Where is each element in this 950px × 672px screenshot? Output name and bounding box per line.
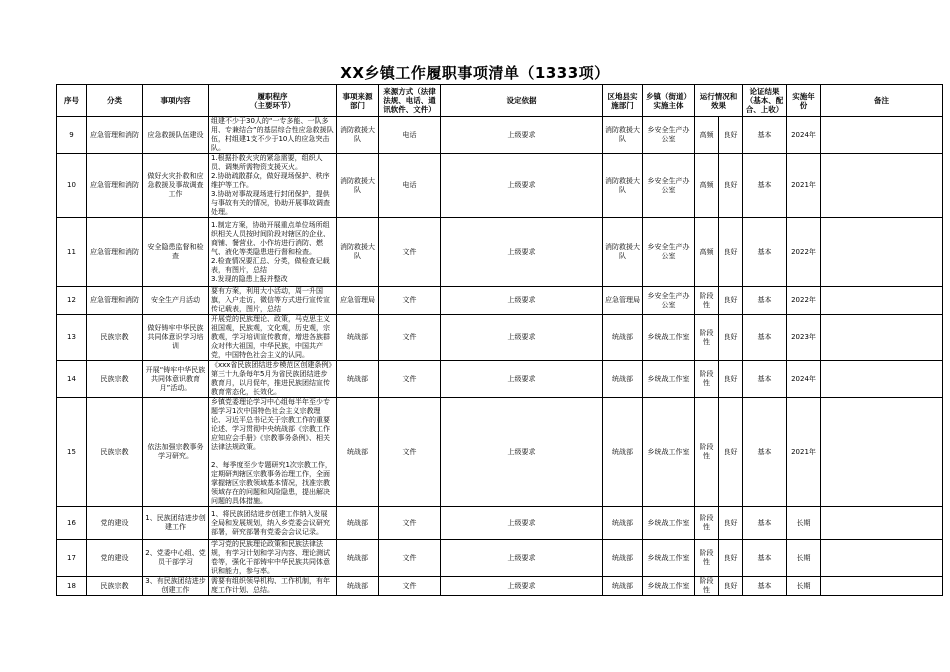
cell-source-dept: 消防救援大队 <box>337 218 379 287</box>
cell-basis: 上级要求 <box>441 577 603 596</box>
cell-procedure: 1.根据扑救火灾的紧急需要，组织人员、调集所需物资支援灭火。 2.协助疏散群众，做好现场保护、秩序维护等工作。 3.协助对事故现场进行封闭保护，提供与事故有关的情况，协助开展事故调查处理。 <box>209 154 337 218</box>
table-row <box>57 287 943 315</box>
cell-procedure: 1、将民族团结进步创建工作纳入发展全局和发展规划，纳入乡党委会议研究部署，研究部署有党委会会议记录。 <box>209 507 337 540</box>
header-row <box>57 85 943 117</box>
col-header-county-dept: 区地县实施部门 <box>603 85 643 117</box>
cell-basis: 上级要求 <box>441 218 603 287</box>
cell-item: 开展“铸牢中华民族共同体意识教育月”活动。 <box>143 361 209 398</box>
cell-no: 9 <box>57 117 87 154</box>
cell-note <box>821 117 943 154</box>
cell-source-method: 文件 <box>379 398 441 507</box>
cell-basis: 上级要求 <box>441 398 603 507</box>
cell-effect: 良好 <box>719 218 743 287</box>
cell-result: 基本 <box>743 577 787 596</box>
table-row <box>57 507 943 540</box>
cell-category: 党的建设 <box>87 540 143 577</box>
cell-category: 民族宗教 <box>87 361 143 398</box>
cell-source-dept: 消防救援大队 <box>337 154 379 218</box>
cell-effect: 良好 <box>719 577 743 596</box>
col-header-operation: 运行情况和效果 <box>695 85 743 117</box>
cell-item: 1、民族团结进步创建工作 <box>143 507 209 540</box>
cell-no: 18 <box>57 577 87 596</box>
col-header-category: 分类 <box>87 85 143 117</box>
cell-item: 安全隐患监督和检查 <box>143 218 209 287</box>
cell-result: 基本 <box>743 218 787 287</box>
cell-category: 应急管理和消防 <box>87 154 143 218</box>
cell-frequency: 阶段性 <box>695 507 719 540</box>
cell-procedure: 《xxx省民族团结进步模范区创建条例》第三十九条每年5月为省民族团结进步教育月，以月促年，推进民族团结宣传教育常态化，长效化。 <box>209 361 337 398</box>
cell-result: 基本 <box>743 287 787 315</box>
cell-year: 2021年 <box>787 398 821 507</box>
cell-effect: 良好 <box>719 117 743 154</box>
cell-frequency: 阶段性 <box>695 540 719 577</box>
cell-town-body: 乡安全生产办公室 <box>643 287 695 315</box>
cell-basis: 上级要求 <box>441 154 603 218</box>
cell-frequency: 阶段性 <box>695 361 719 398</box>
col-header-result: 论证结果（基本、配合、上收） <box>743 85 787 117</box>
cell-procedure: 组建不少于30人的“一专多能、一队多用、专兼结合”的基层综合性应急救援队伍，村组建1支不少于10人的应急突击队。 <box>209 117 337 154</box>
cell-category: 民族宗教 <box>87 398 143 507</box>
cell-category: 民族宗教 <box>87 315 143 361</box>
table-row <box>57 154 943 218</box>
cell-result: 基本 <box>743 540 787 577</box>
cell-result: 基本 <box>743 154 787 218</box>
cell-year: 2022年 <box>787 218 821 287</box>
cell-county-dept: 消防救援大队 <box>603 154 643 218</box>
cell-item: 做好铸牢中华民族共同体意识学习培训 <box>143 315 209 361</box>
cell-town-body: 乡统战工作室 <box>643 577 695 596</box>
page-title: XX乡镇工作履职事项清单（1333项） <box>340 64 610 82</box>
col-header-item: 事项内容 <box>143 85 209 117</box>
cell-source-method: 文件 <box>379 577 441 596</box>
cell-no: 10 <box>57 154 87 218</box>
col-header-source-dept: 事项来源部门 <box>337 85 379 117</box>
col-header-year: 实施年份 <box>787 85 821 117</box>
col-header-note: 备注 <box>821 85 943 117</box>
cell-result: 基本 <box>743 117 787 154</box>
cell-town-body: 乡安全生产办公室 <box>643 218 695 287</box>
table-row <box>57 577 943 596</box>
col-header-basis: 设定依据 <box>441 85 603 117</box>
cell-county-dept: 统战部 <box>603 315 643 361</box>
cell-item: 应急救援队伍建设 <box>143 117 209 154</box>
cell-year: 2024年 <box>787 117 821 154</box>
cell-basis: 上级要求 <box>441 117 603 154</box>
table-row <box>57 117 943 154</box>
cell-item: 安全生产月活动 <box>143 287 209 315</box>
cell-procedure: 1.制定方案，协助开展重点单位场所组织相关人员按时间阶段对辖区的企业、商铺、餐营业、小作坊进行消防、燃气、液化等类隐患进行督和检查。 2.检查情况要汇总、分类，做检查记载表，有图片，总结 3.发现的隐患上报并整改 <box>209 218 337 287</box>
cell-source-method: 文件 <box>379 507 441 540</box>
table-row <box>57 361 943 398</box>
cell-source-method: 电话 <box>379 154 441 218</box>
col-header-source-method: 来源方式（法律法规、电话、通讯软件、文件） <box>379 85 441 117</box>
cell-category: 应急管理和消防 <box>87 287 143 315</box>
cell-item: 2、党委中心组、党员干部学习 <box>143 540 209 577</box>
cell-effect: 良好 <box>719 540 743 577</box>
cell-source-method: 文件 <box>379 218 441 287</box>
cell-year: 长期 <box>787 577 821 596</box>
cell-source-dept: 统战部 <box>337 315 379 361</box>
cell-item: 3、有民族团结进步创建工作 <box>143 577 209 596</box>
cell-frequency: 高频 <box>695 117 719 154</box>
cell-effect: 良好 <box>719 361 743 398</box>
cell-item: 做好火灾扑救和应急救援及事故调查工作 <box>143 154 209 218</box>
table-row <box>57 540 943 577</box>
cell-procedure: 开展党的民族理论、政策，马克思主义祖国观，民族观，文化观，历史观，宗教观，学习培训宣传教育，增进各族群众对伟大祖国，中华民族，中国共产党，中国特色社会主义的认同。 <box>209 315 337 361</box>
cell-effect: 良好 <box>719 315 743 361</box>
cell-note <box>821 398 943 507</box>
col-header-procedure: 履职程序 （主要环节） <box>209 85 337 117</box>
cell-town-body: 乡统战工作室 <box>643 315 695 361</box>
cell-year: 2022年 <box>787 287 821 315</box>
cell-source-method: 文件 <box>379 361 441 398</box>
cell-town-body: 乡安全生产办公室 <box>643 117 695 154</box>
cell-town-body: 乡安全生产办公室 <box>643 154 695 218</box>
cell-no: 15 <box>57 398 87 507</box>
cell-basis: 上级要求 <box>441 315 603 361</box>
col-header-town-body: 乡镇（街道）实施主体 <box>643 85 695 117</box>
cell-source-method: 文件 <box>379 540 441 577</box>
cell-effect: 良好 <box>719 398 743 507</box>
cell-basis: 上级要求 <box>441 361 603 398</box>
cell-effect: 良好 <box>719 507 743 540</box>
cell-no: 13 <box>57 315 87 361</box>
cell-effect: 良好 <box>719 154 743 218</box>
cell-category: 党的建设 <box>87 507 143 540</box>
cell-county-dept: 统战部 <box>603 577 643 596</box>
col-header-no: 序号 <box>57 85 87 117</box>
cell-frequency: 阶段性 <box>695 287 719 315</box>
cell-source-dept: 统战部 <box>337 398 379 507</box>
cell-note <box>821 218 943 287</box>
cell-year: 2021年 <box>787 154 821 218</box>
cell-result: 基本 <box>743 398 787 507</box>
duty-list-table <box>56 84 943 596</box>
table-row <box>57 398 943 507</box>
cell-county-dept: 应急管理局 <box>603 287 643 315</box>
cell-note <box>821 287 943 315</box>
cell-county-dept: 消防救援大队 <box>603 117 643 154</box>
cell-town-body: 乡统战工作室 <box>643 540 695 577</box>
table-row <box>57 218 943 287</box>
cell-procedure: 要有方案，利用大小活动，周一升国旗，入户走访，微信等方式进行宣传宣传记载表，图片，总结 <box>209 287 337 315</box>
cell-county-dept: 统战部 <box>603 507 643 540</box>
cell-frequency: 高频 <box>695 218 719 287</box>
cell-year: 2023年 <box>787 315 821 361</box>
cell-result: 基本 <box>743 507 787 540</box>
cell-source-dept: 消防救援大队 <box>337 117 379 154</box>
cell-town-body: 乡统战工作室 <box>643 398 695 507</box>
cell-no: 12 <box>57 287 87 315</box>
cell-note <box>821 315 943 361</box>
cell-no: 14 <box>57 361 87 398</box>
cell-note <box>821 361 943 398</box>
cell-no: 16 <box>57 507 87 540</box>
cell-category: 民族宗教 <box>87 577 143 596</box>
cell-frequency: 阶段性 <box>695 577 719 596</box>
cell-county-dept: 统战部 <box>603 361 643 398</box>
cell-source-dept: 统战部 <box>337 540 379 577</box>
cell-procedure: 学习党的民族理论政策和民族法律法规，有学习计划和学习内容、理论测试卷等，强化干部铸牢中华民族共同体意识和能力，参与率。 <box>209 540 337 577</box>
cell-source-dept: 应急管理局 <box>337 287 379 315</box>
cell-basis: 上级要求 <box>441 540 603 577</box>
cell-result: 基本 <box>743 315 787 361</box>
cell-basis: 上级要求 <box>441 507 603 540</box>
cell-category: 应急管理和消防 <box>87 117 143 154</box>
cell-no: 11 <box>57 218 87 287</box>
cell-source-method: 电话 <box>379 117 441 154</box>
cell-source-dept: 统战部 <box>337 361 379 398</box>
cell-category: 应急管理和消防 <box>87 218 143 287</box>
cell-note <box>821 154 943 218</box>
cell-source-dept: 统战部 <box>337 507 379 540</box>
cell-county-dept: 统战部 <box>603 398 643 507</box>
cell-note <box>821 540 943 577</box>
cell-source-method: 文件 <box>379 315 441 361</box>
cell-town-body: 乡统战工作室 <box>643 507 695 540</box>
cell-frequency: 阶段性 <box>695 315 719 361</box>
cell-county-dept: 消防救援大队 <box>603 218 643 287</box>
cell-year: 长期 <box>787 507 821 540</box>
cell-note <box>821 577 943 596</box>
cell-town-body: 乡统战工作室 <box>643 361 695 398</box>
cell-result: 基本 <box>743 361 787 398</box>
cell-effect: 良好 <box>719 287 743 315</box>
cell-procedure: 需要有组织领导机构、工作机制，有年度工作计划、总结。 <box>209 577 337 596</box>
cell-year: 2024年 <box>787 361 821 398</box>
cell-item: 依法加强宗教事务学习研究。 <box>143 398 209 507</box>
cell-source-method: 文件 <box>379 287 441 315</box>
cell-frequency: 阶段性 <box>695 398 719 507</box>
cell-county-dept: 统战部 <box>603 540 643 577</box>
cell-note <box>821 507 943 540</box>
cell-no: 17 <box>57 540 87 577</box>
cell-basis: 上级要求 <box>441 287 603 315</box>
cell-source-dept: 统战部 <box>337 577 379 596</box>
cell-year: 长期 <box>787 540 821 577</box>
cell-procedure: 乡镇党委理论学习中心组每半年至少专题学习1次中国特色社会主义宗教理论、习近平总书记关于宗教工作的重要论述、学习贯彻中央统战部《宗教工作应知应会手册》《宗教事务条例》、相关法律法规政策。 2、每季度至少专题研究1次宗教工作，定期研判辖区宗教事务治理工作，全面掌握辖区宗教领域基本情况，找准宗教领域存在的问题和风险隐患，提出解决问题的具体措施。 <box>209 398 337 507</box>
cell-frequency: 高频 <box>695 154 719 218</box>
table-row <box>57 315 943 361</box>
